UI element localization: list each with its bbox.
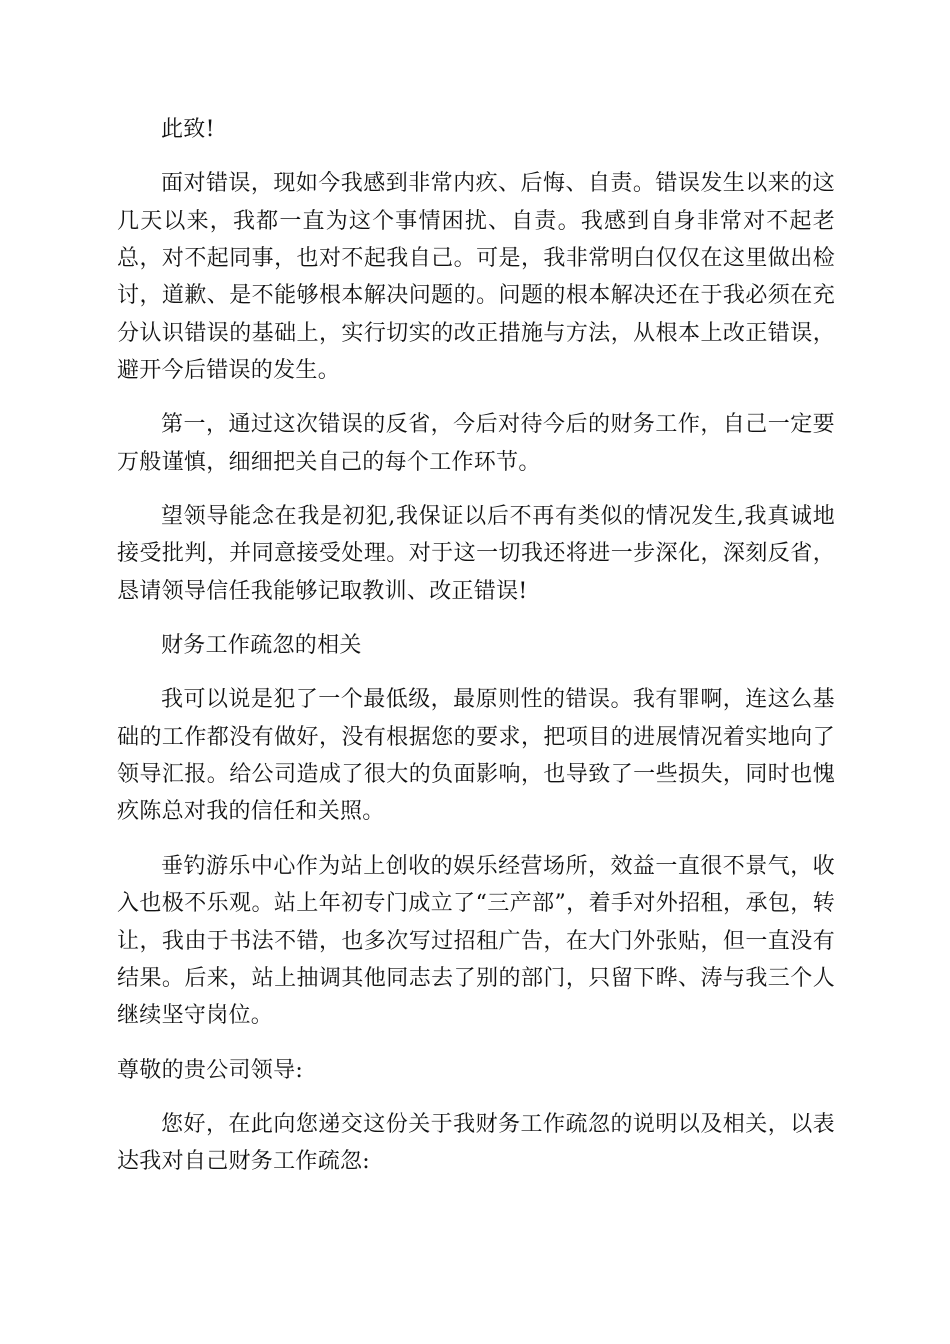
section-heading: 财务工作疏忽的相关 — [161, 633, 362, 659]
body-paragraph: 望领导能念在我是初犯,我保证以后不再有类似的情况发生,我真诚地接受批判，并同意接受处理。对于这一切我还将进一步深化，深刻反省，恳请领导信任我能够记取教训、改正错误! — [117, 504, 835, 604]
body-paragraph: 我可以说是犯了一个最低级，最原则性的错误。我有罪啊，连这么基础的工作都没有做好，没有根据您的要求，把项目的进展情况着实地向了领导汇报。给公司造成了很大的负面影响，也导致了一些损失，同时也愧疚陈总对我的信任和关照。 — [117, 687, 835, 825]
body-paragraph: 垂钓游乐中心作为站上创收的娱乐经营场所，效益一直很不景气，收入也极不乐观。站上年初专门成立了“三产部”，着手对外招租，承包，转让，我由于书法不错，也多次写过招租广告，在大门外张贴，但一直没有结果。后来，站上抽调其他同志去了别的部门，只留下晔、涛与我三个人继续坚守岗位。 — [117, 853, 835, 1029]
body-paragraph: 第一，通过这次错误的反省，今后对待今后的财务工作，自己一定要万般谨慎，细细把关自己的每个工作环节。 — [117, 412, 835, 475]
body-paragraph: 您好，在此向您递交这份关于我财务工作疏忽的说明以及相关，以表达我对自己财务工作疏忽: — [117, 1111, 835, 1175]
greeting-line: 尊敬的贵公司领导: — [117, 1057, 304, 1083]
body-paragraph: 面对错误，现如今我感到非常内疚、后悔、自责。错误发生以来的这几天以来，我都一直为这个事情困扰、自责。我感到自身非常对不起老总，对不起同事，也对不起我自己。可是，我非常明白仅仅在这里做出检讨，道歉、是不能够根本解决问题的。问题的根本解决还在于我必须在充分认识错误的基础上，实行切实的改正措施与方法，从根本上改正错误，避开今后错误的发生。 — [117, 171, 835, 384]
closing-salutation: 此致! — [161, 117, 215, 142]
document-page — [117, 111, 835, 1197]
